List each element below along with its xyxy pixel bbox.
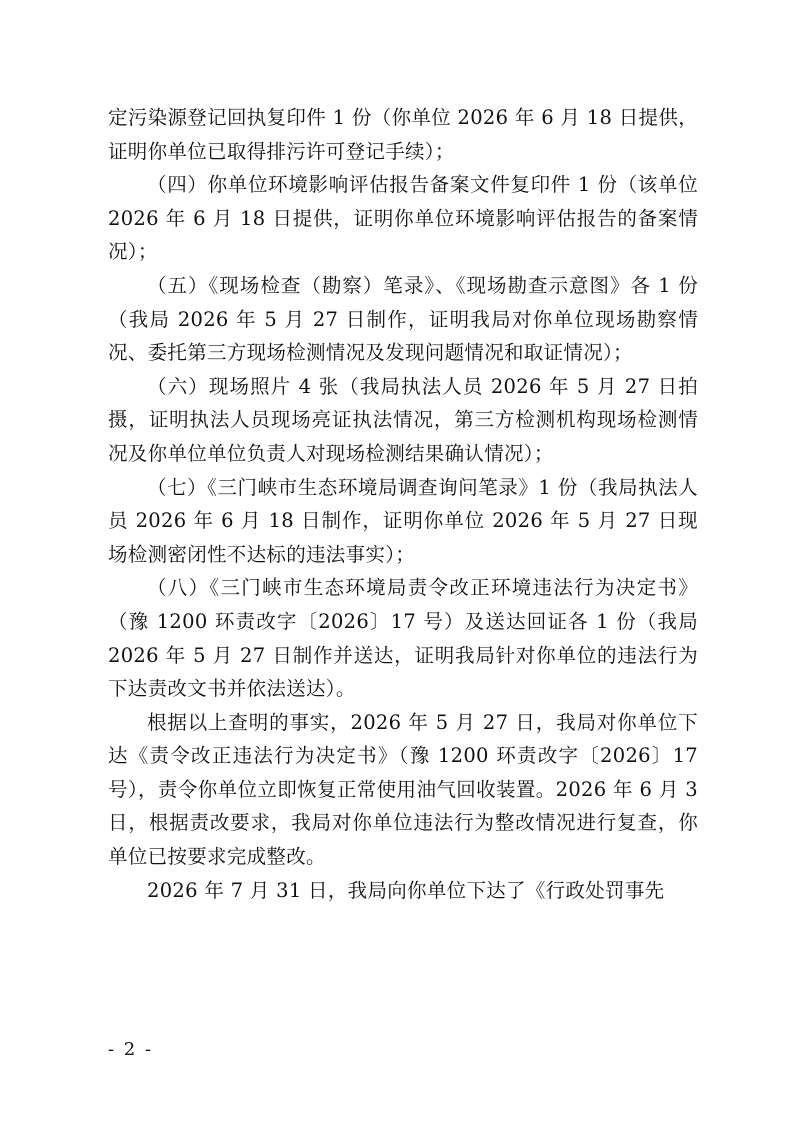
paragraph-evidence-3-continued: 定污染源登记回执复印件 1 份（你单位 2026 年 6 月 18 日提供，证明你单位已取得排污许可登记手续）； [108, 106, 698, 163]
paragraph-evidence-7: （七）《三门峡市生态环境局调查询问笔录》1 份（我局执法人员 2026 年 6 月 18 日制作，证明你单位 2026 年 5 月 27 日现场检测密闭性不达标的违法事实）； [108, 475, 698, 566]
paragraph-findings: 根据以上查明的事实，2026 年 5 月 27 日，我局对你单位下达《责令改正违法行为决定书》（豫 1200 环责改字〔2026〕17 号），责令你单位立即恢复正常使用油气回收装置。2026 年 6 月 3 日，根据责改要求，我局对你单位违法行为整改情况进行复查，你单位已按要求完成整改。 [108, 710, 698, 869]
paragraph-evidence-4: （四）你单位环境影响评估报告备案文件复印件 1 份（该单位 2026 年 6 月 18 日提供，证明你单位环境影响评估报告的备案情况）； [108, 173, 698, 264]
paragraph-evidence-8: （八）《三门峡市生态环境局责令改正环境违法行为决定书》（豫 1200 环责改字〔2026〕17 号）及送达回证各 1 份（我局 2026 年 5 月 27 日制作并送达，证明我局针对你单位的违法行为下达责改文书并依法送达）。 [108, 576, 698, 701]
document-body [108, 101, 698, 907]
paragraph-evidence-5: （五）《现场检查（勘察）笔录》、《现场勘查示意图》各 1 份（我局 2026 年 5 月 27 日制作，证明我局对你单位现场勘察情况、委托第三方现场检测情况及发现问题情况和取证情况）； [108, 273, 698, 365]
page-number: - 2 - [108, 1039, 154, 1060]
paragraph-notice: 2026 年 7 月 31 日，我局向你单位下达了《行政处罚事先 [147, 878, 665, 902]
paragraph-evidence-6: （六）现场照片 4 张（我局执法人员 2026 年 5 月 27 日拍摄，证明执法人员现场亮证执法情况，第三方检测机构现场检测情况及你单位单位负责人对现场检测结果确认情况）； [108, 374, 698, 465]
